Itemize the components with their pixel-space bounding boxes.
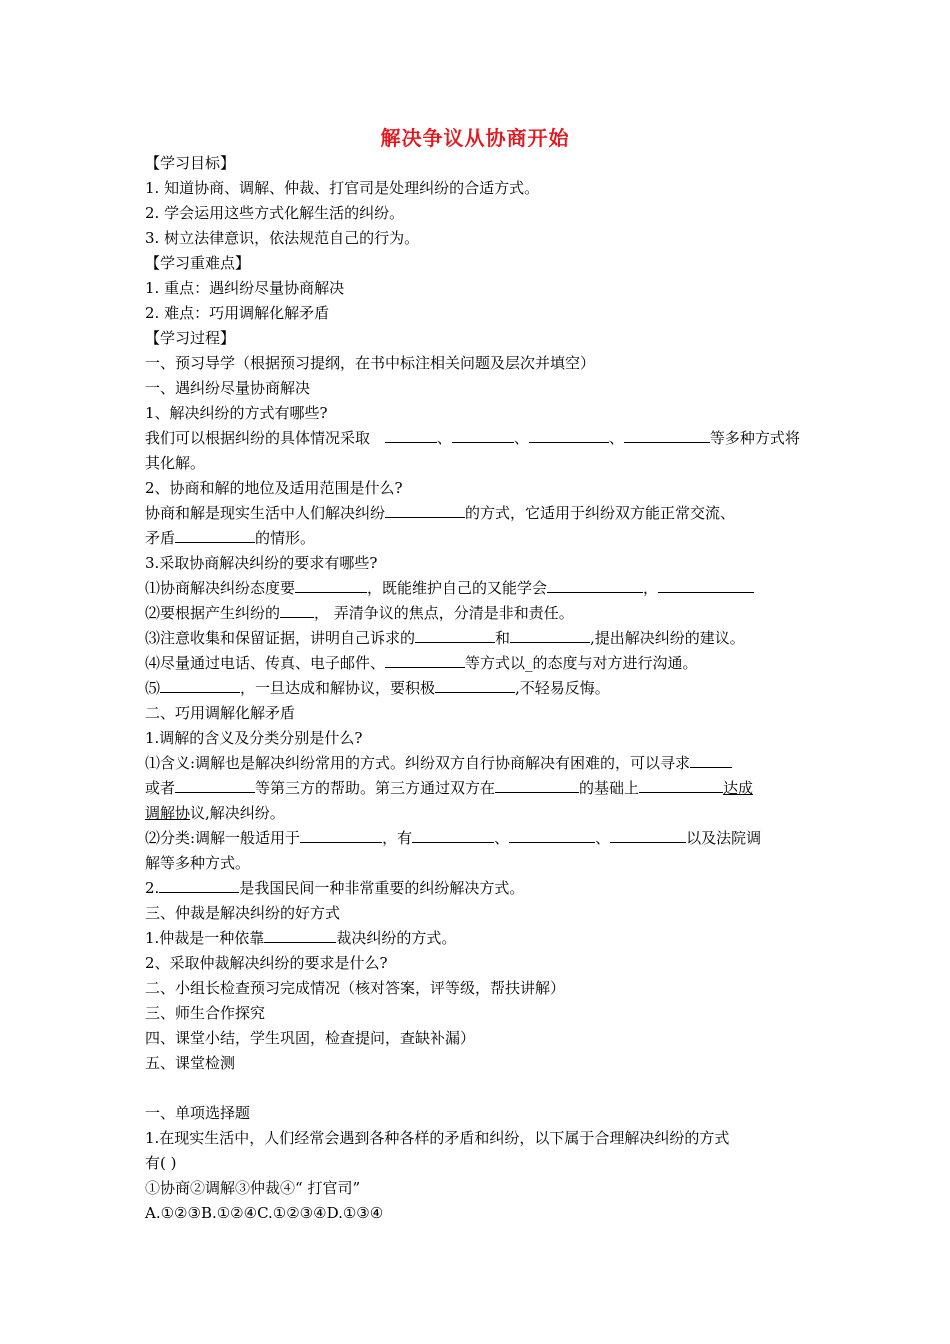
- fill-blank: [175, 526, 255, 543]
- quiz-options: A.①②③B.①②④C.①②③④D.①③④: [145, 1204, 384, 1222]
- section-header-key-points: 【学习重难点】: [145, 254, 251, 272]
- text-segment: ⑵要根据产生纠纷的: [145, 604, 281, 622]
- step-line: 二、小组长检查预习完成情况（核对答案，评等级，帮扶讲解）: [145, 979, 566, 997]
- subsection-title: 一、遇纠纷尽量协商解决: [145, 379, 311, 397]
- text-segment: ⑴含义:调解也是解决纠纷常用的方式。纠纷双方自行协商解决有困难的，可以寻求: [145, 754, 691, 772]
- subsection-title: 三、仲裁是解决纠纷的好方式: [145, 904, 341, 922]
- quiz-items: ①协商②调解③仲裁④“ 打官司”: [145, 1179, 361, 1197]
- text-segment: ⑴协商解决纠纷态度要: [145, 579, 296, 597]
- quiz-question: 有( ): [145, 1154, 177, 1172]
- text-segment: 2.: [145, 879, 160, 897]
- text-segment: 或者: [145, 779, 176, 797]
- goal-item: 2. 学会运用这些方式化解生活的纠纷。: [145, 204, 405, 222]
- fill-blank: [175, 776, 255, 793]
- step-line: 五、课堂检测: [145, 1054, 236, 1072]
- question: 2、协商和解的地位及适用范围是什么?: [145, 479, 403, 497]
- text-segment: ， 弄清争议的焦点，分清是非和责任。: [314, 604, 574, 622]
- fill-in-line: [145, 601, 810, 626]
- fill-in-line: [145, 576, 810, 601]
- document-body: [145, 151, 810, 1226]
- fill-blank: [435, 676, 515, 693]
- text-segment: ，有: [382, 829, 413, 847]
- key-point-item: 1. 重点：遇纠纷尽量协商解决: [145, 279, 345, 297]
- fill-in-line: [145, 626, 810, 651]
- text-segment: 我们可以根据纠纷的具体情况采取: [145, 429, 371, 447]
- text-segment: 、: [595, 829, 611, 847]
- fill-blank: [300, 826, 382, 843]
- text-segment: 是我国民间一种非常重要的纠纷解决方式。: [239, 879, 525, 897]
- text-segment: 和: [495, 629, 511, 647]
- quiz-section-title: 一、单项选择题: [145, 1104, 251, 1122]
- key-point-item: 2. 难点：巧用调解化解矛盾: [145, 304, 330, 322]
- text-segment: 等方式以_的态度与对方进行沟通。: [465, 654, 698, 672]
- text-segment: 的情形。: [255, 529, 316, 547]
- subsection-title: 二、巧用调解化解矛盾: [145, 704, 296, 722]
- fill-blank: [385, 651, 465, 668]
- fill-blank: [159, 876, 239, 893]
- fill-blank: [160, 676, 240, 693]
- blank-spacer: [145, 1076, 810, 1101]
- fill-blank: [690, 751, 732, 768]
- fill-blank: [264, 926, 336, 943]
- text-segment: 调解协: [145, 804, 191, 822]
- fill-blank: [529, 426, 609, 443]
- fill-in-line: [145, 776, 810, 801]
- goal-item: 1. 知道协商、调解、仲裁、打官司是处理纠纷的合适方式。: [145, 179, 540, 197]
- question: 1.调解的含义及分类分别是什么?: [145, 729, 363, 747]
- text-segment: ⑸: [145, 679, 161, 697]
- quiz-question: 1.在现实生活中，人们经常会遇到各种各样的矛盾和纠纷，以下属于合理解决纠纷的方式: [145, 1129, 730, 1147]
- fill-blank: [610, 826, 686, 843]
- text-segment: 的方式，它适用于纠纷双方能正常交流、: [465, 504, 736, 522]
- fill-in-line: [145, 751, 810, 776]
- text-segment: 达成: [723, 779, 754, 797]
- fill-in-line: [145, 651, 810, 676]
- fill-blank: [412, 826, 494, 843]
- text-segment: ⑷尽量通过电话、传真、电子邮件、: [145, 654, 386, 672]
- fill-blank: [495, 776, 579, 793]
- fill-blank: [639, 776, 723, 793]
- question: 3.采取协商解决纠纷的要求有哪些?: [145, 554, 378, 572]
- text-segment: ，既能维护自己的又能学会: [367, 579, 548, 597]
- text-segment: ⑶注意收集和保留证据，讲明自己诉求的: [145, 629, 416, 647]
- text-segment: 以及法院调: [686, 829, 762, 847]
- fill-in-line: [145, 501, 810, 526]
- text-segment: 矛盾: [145, 529, 176, 547]
- fill-blank: [385, 426, 437, 443]
- fill-in-line: [145, 676, 810, 701]
- text-segment: 议,解决纠纷。: [190, 804, 285, 822]
- fill-blank: [295, 576, 367, 593]
- text-segment: 、: [436, 429, 452, 447]
- fill-in-line: [145, 426, 810, 451]
- fill-blank: [452, 426, 514, 443]
- text-segment: ，一旦达成和解协议，要积极: [240, 679, 436, 697]
- text-line: 解等多种方式。: [145, 854, 251, 872]
- fill-in-line: [145, 801, 810, 826]
- section-header-process: 【学习过程】: [145, 329, 236, 347]
- section-header-goals: 【学习目标】: [145, 154, 236, 172]
- fill-blank: [510, 626, 590, 643]
- fill-blank: [280, 601, 314, 618]
- text-segment: ,提出解决纠纷的建议。: [590, 629, 745, 647]
- text-segment: 1.仲裁是一种依靠: [145, 929, 265, 947]
- fill-blank: [415, 626, 495, 643]
- fill-blank: [509, 826, 595, 843]
- goal-item: 3. 树立法律意识，依法规范自己的行为。: [145, 229, 420, 247]
- text-segment: ，: [643, 579, 659, 597]
- text-segment: 等第三方的帮助。第三方通过双方在: [255, 779, 496, 797]
- step-line: 四、课堂小结，学生巩固，检查提问，查缺补漏）: [145, 1029, 476, 1047]
- text-segment: 协商和解是现实生活中人们解决纠纷: [145, 504, 386, 522]
- text-line: 其化解。: [145, 454, 206, 472]
- fill-blank: [385, 501, 465, 518]
- question: 1、解决纠纷的方式有哪些?: [145, 404, 328, 422]
- fill-in-line: [145, 826, 810, 851]
- text-segment: ⑵分类:调解一般适用于: [145, 829, 301, 847]
- document-title: 解决争议从协商开始: [380, 126, 570, 150]
- text-segment: 、: [494, 829, 510, 847]
- text-segment: 的基础上: [579, 779, 640, 797]
- text-segment: 、: [608, 429, 624, 447]
- step-line: 三、师生合作探究: [145, 1004, 266, 1022]
- preview-intro: 一、预习导学（根据预习提纲，在书中标注相关问题及层次并填空）: [145, 354, 596, 372]
- text-segment: 、: [513, 429, 529, 447]
- fill-in-line: [145, 926, 810, 951]
- text-segment: ,不轻易反悔。: [515, 679, 610, 697]
- text-segment: 等多种方式将: [709, 429, 800, 447]
- fill-blank: [658, 576, 754, 593]
- question: 2、采取仲裁解决纠纷的要求是什么?: [145, 954, 388, 972]
- fill-blank: [624, 426, 710, 443]
- fill-in-line: [145, 876, 810, 901]
- fill-in-line: [145, 526, 810, 551]
- fill-blank: [547, 576, 643, 593]
- text-segment: 裁决纠纷的方式。: [336, 929, 457, 947]
